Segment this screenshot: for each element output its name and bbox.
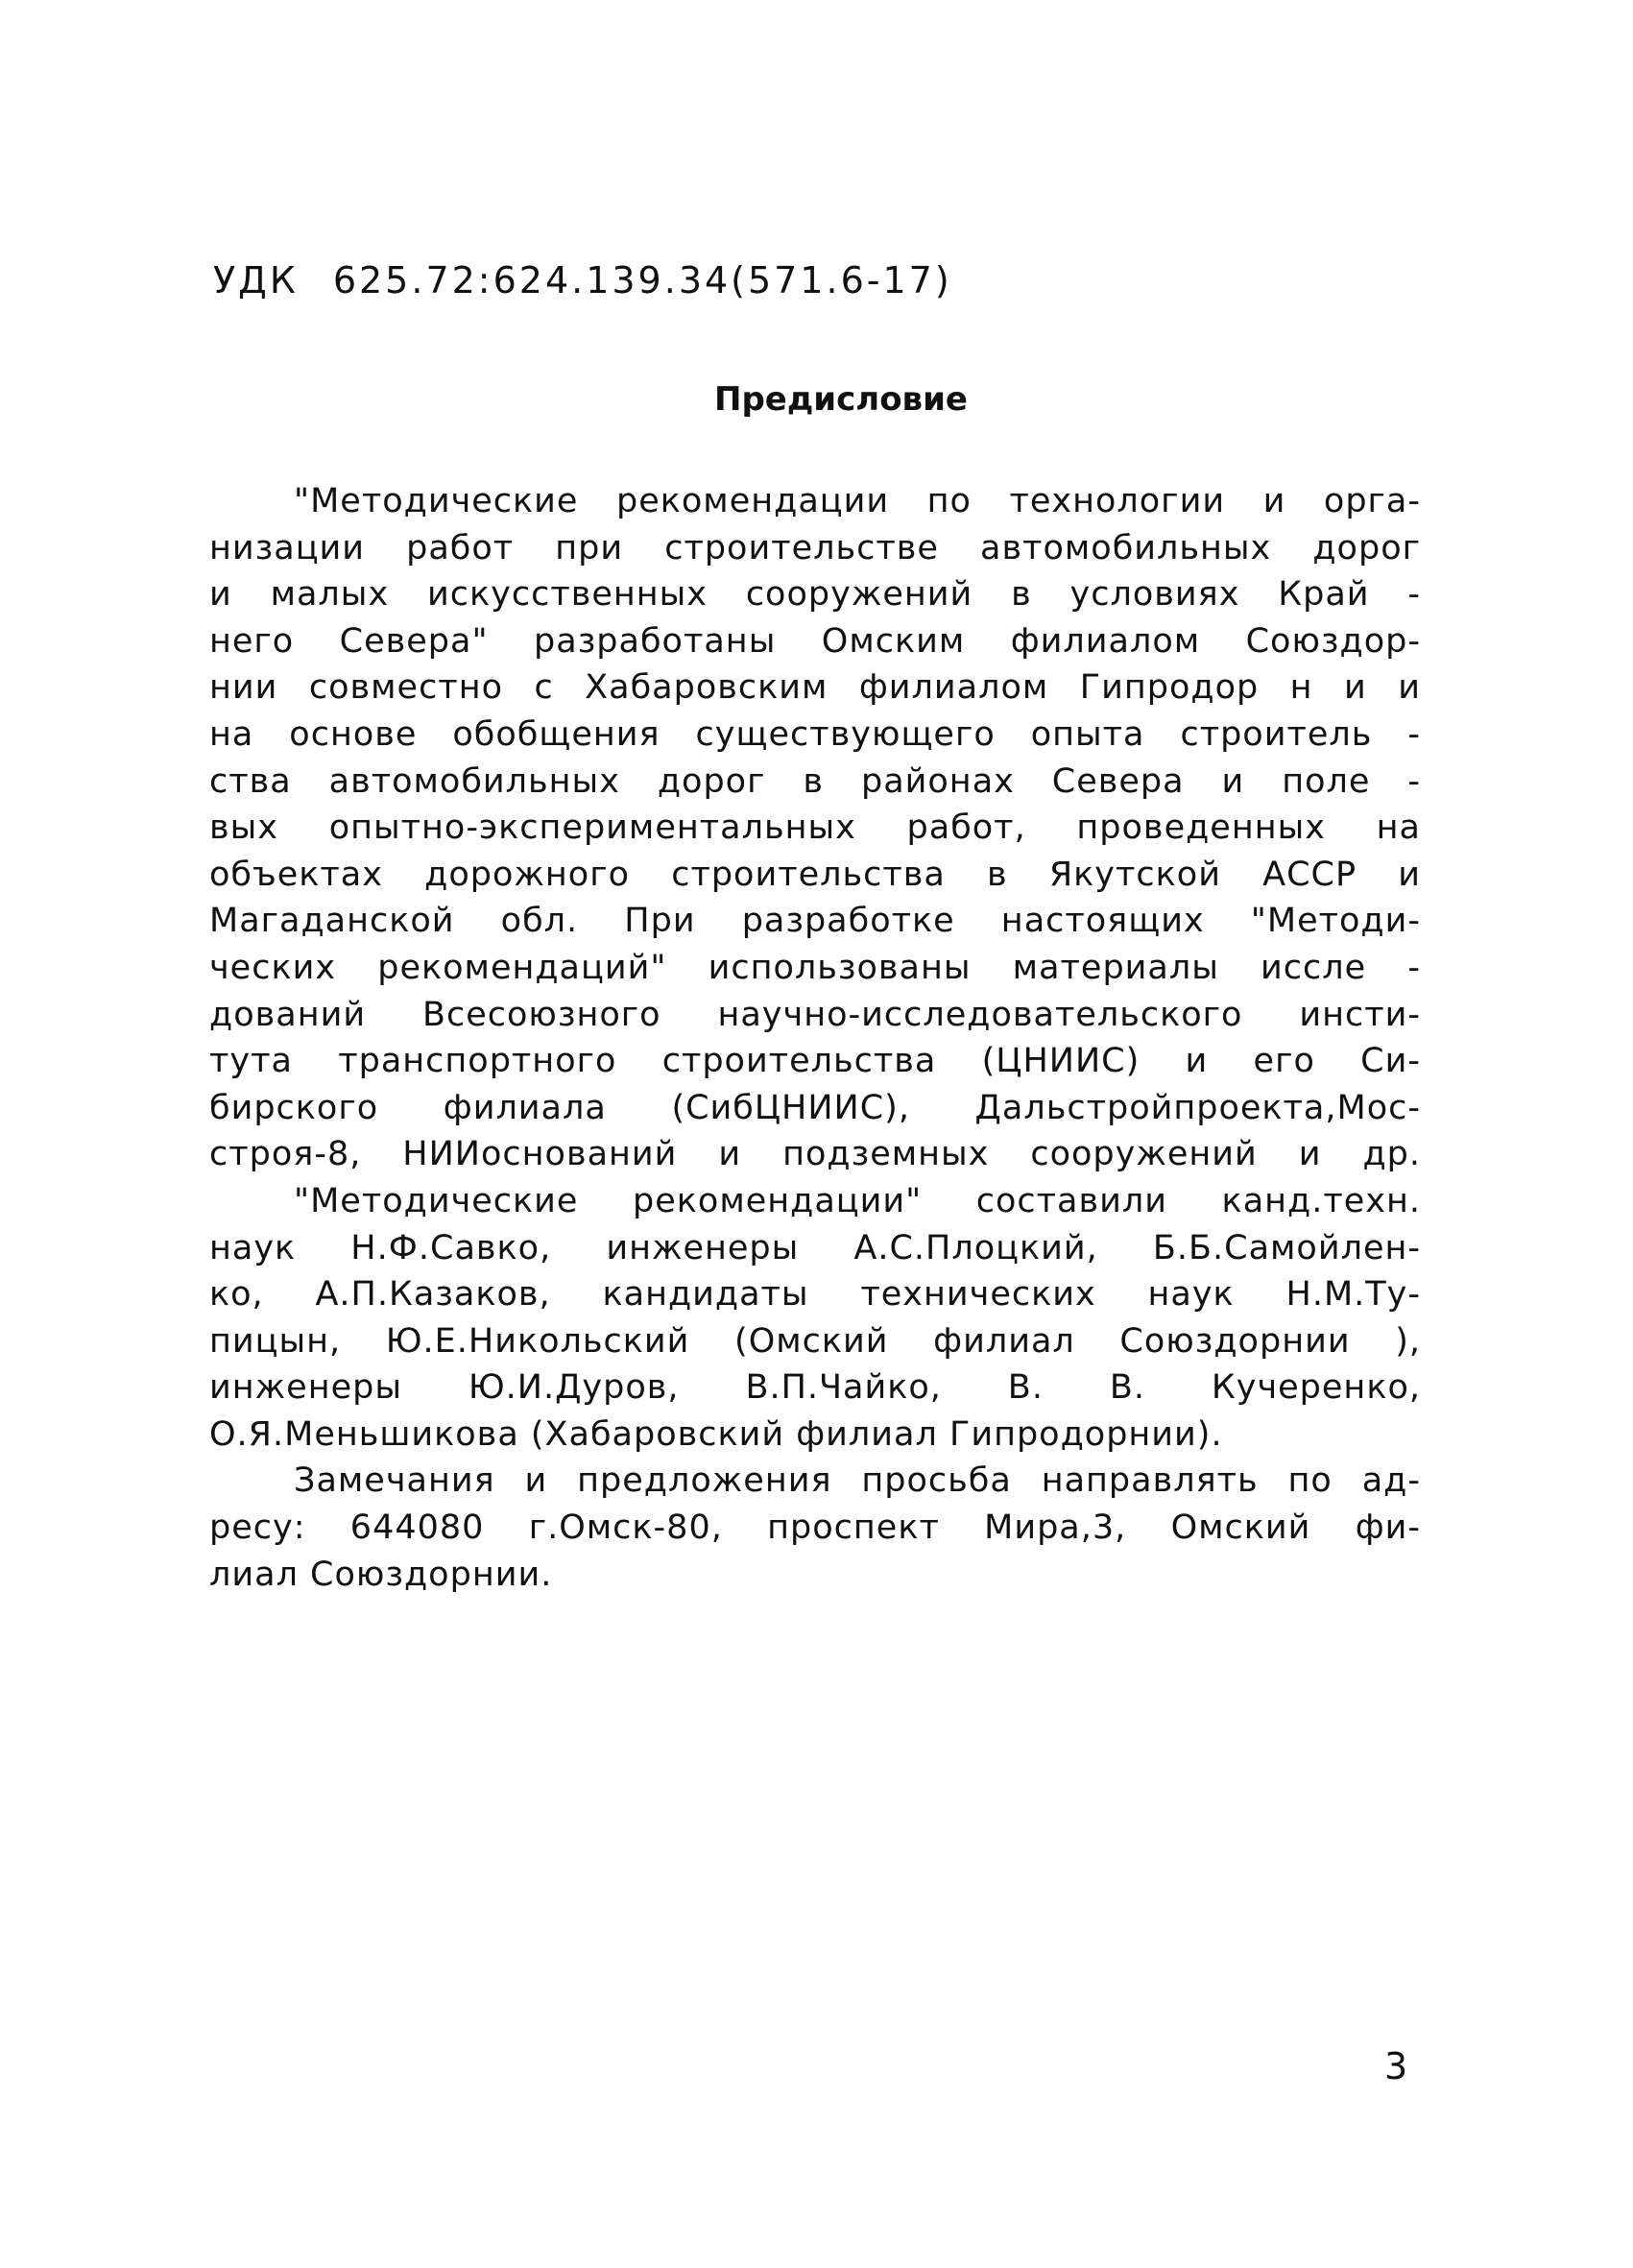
text-line: Магаданской обл. При разработке настоящих "Методи-	[209, 902, 1421, 941]
text-line: инженеры Ю.И.Дуров, В.П.Чайко, В. В. Кучеренко,	[209, 1368, 1421, 1408]
preface-body	[209, 478, 1421, 1598]
paragraph-1	[209, 478, 1421, 1178]
udk-line	[213, 259, 952, 302]
text-line: ресу: 644080 г.Омск-80, проспект Мира,3, Омский фи-	[209, 1508, 1421, 1548]
text-line: ческих рекомендаций" использованы материалы иссле -	[209, 948, 1421, 987]
text-line: Замечания и предложения просьба направлять по ад-	[294, 1461, 1421, 1501]
text-line: О.Я.Меньшикова (Хабаровский филиал Гипродорнии).	[209, 1414, 1223, 1454]
udk-label: УДК	[213, 259, 299, 302]
text-line: бирского филиала (СибЦНИИС), Дальстройпроекта,Мос-	[209, 1088, 1421, 1127]
text-line: объектах дорожного строительства в Якутской АССР и	[209, 855, 1421, 894]
page-title: Предисловие	[714, 380, 968, 419]
paragraph-2	[209, 1178, 1421, 1459]
text-line: лиал Союздорнии.	[209, 1555, 553, 1594]
text-line: и малых искусственных сооружений в условиях Край -	[209, 575, 1421, 615]
page-number: 3	[1384, 2045, 1408, 2087]
text-line: нии совместно с Хабаровским филиалом Гипродор н и и	[209, 668, 1421, 708]
text-line: "Методические рекомендации по технологии и орга-	[294, 482, 1421, 520]
text-line: пицын, Ю.Е.Никольский (Омский филиал Союздорнии ),	[209, 1321, 1421, 1361]
text-line: него Севера" разработаны Омским филиалом Союздор-	[209, 621, 1421, 661]
text-line: низации работ при строительстве автомобильных дорог	[209, 528, 1421, 567]
paragraph-3	[209, 1458, 1421, 1598]
udk-code: 625.72:624.139.34(571.6-17)	[332, 259, 952, 302]
text-line: строя-8, НИИоснований и подземных сооружений и др.	[209, 1135, 1421, 1174]
text-line: дований Всесоюзного научно-исследовательского инсти-	[209, 995, 1421, 1034]
text-line: "Методические рекомендации" составили канд.техн.	[294, 1181, 1421, 1220]
text-line: вых опытно-экспериментальных работ, проведенных на	[209, 808, 1421, 848]
text-line: ства автомобильных дорог в районах Севера и поле -	[209, 761, 1421, 801]
text-line: наук Н.Ф.Савко, инженеры А.С.Плоцкий, Б.Б.Самойлен-	[209, 1228, 1421, 1267]
text-line: ко, А.П.Казаков, кандидаты технических наук Н.М.Ту-	[209, 1275, 1421, 1315]
text-line: на основе обобщения существующего опыта строитель -	[209, 714, 1421, 754]
text-line: тута транспортного строительства (ЦНИИС) и его Си-	[209, 1042, 1421, 1081]
